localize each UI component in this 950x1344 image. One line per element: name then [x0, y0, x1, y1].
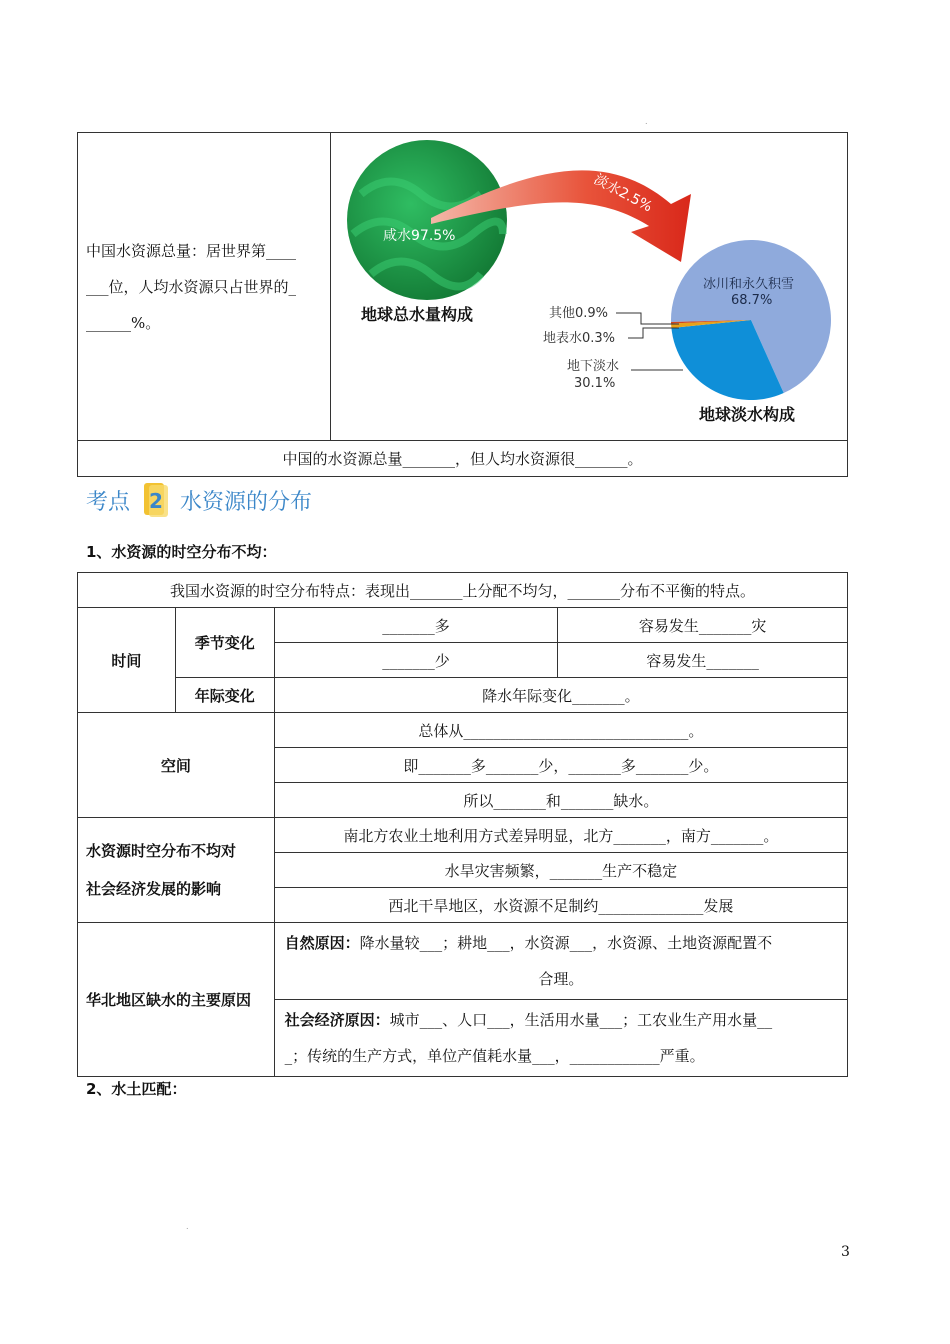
glacier-value: 68.7% — [731, 292, 773, 308]
natural-cause-prefix: 自然原因： — [284, 934, 360, 952]
space-row-2: 即_______多_______少，_______多_______少。 — [274, 748, 847, 783]
overview-summary-row: 中国的水资源总量_______，但人均水资源很_______。 — [78, 441, 848, 477]
space-row-3: 所以_______和_______缺水。 — [274, 783, 847, 818]
glacier-label: 冰川和永久积雪 — [703, 276, 795, 292]
distribution-intro: 我国水资源的时空分布特点：表现出_______上分配不均匀，_______分布不平衡的特点。 — [78, 573, 848, 608]
season-dry-cell: _______少 — [274, 643, 558, 678]
season-drought-cell: 容易发生_______ — [558, 643, 848, 678]
season-wet-cell: _______多 — [274, 608, 558, 643]
fresh-water-arrow-label: 淡水2.5% — [591, 170, 655, 215]
overview-line-3: ______%。 — [86, 313, 161, 332]
natural-cause-text-1: 降水量较___；耕地___，水资源___，水资源、土地资源配置不 — [359, 934, 773, 952]
fresh-water-pie — [671, 240, 831, 400]
overview-table — [77, 132, 848, 477]
surface-label: 地表水0.3% — [543, 330, 616, 346]
section-heading — [86, 479, 312, 521]
impact-label-line-2: 社会经济发展的影响 — [86, 880, 222, 898]
natural-cause-text-2: 合理。 — [538, 970, 584, 988]
impact-row-2: 水旱灾害频繁，_______生产不稳定 — [274, 853, 847, 888]
season-label: 季节变化 — [175, 608, 274, 678]
bottom-mark-dot: . — [186, 1222, 189, 1231]
social-cause-prefix: 社会经济原因： — [284, 1011, 390, 1029]
number-badge-icon — [140, 481, 170, 519]
year-change-cell: 降水年际变化_______。 — [274, 678, 847, 713]
section-2-title: 2、水土匹配： — [86, 1080, 187, 1098]
water-figure-cell — [331, 133, 848, 441]
impact-label-line-1: 水资源时空分布不均对 — [86, 842, 237, 860]
salt-water-label: 咸水97.5% — [383, 227, 456, 244]
social-cause-text-2: _；传统的生产方式，单位产值耗水量___，____________严重。 — [284, 1047, 705, 1065]
impact-row-3: 西北干旱地区，水资源不足制约______________发展 — [274, 888, 847, 923]
time-label: 时间 — [78, 608, 176, 713]
space-row-1: 总体从______________________________。 — [274, 713, 847, 748]
social-cause-text-1: 城市___、人口___，生活用水量___；工农业生产用水量__ — [389, 1011, 773, 1029]
social-cause-cell — [274, 1000, 847, 1077]
north-china-label: 华北地区缺水的主要原因 — [78, 923, 275, 1077]
kaodian-label: 考点 — [86, 489, 131, 515]
impact-label — [78, 818, 275, 923]
page-number: 3 — [841, 1244, 850, 1260]
distribution-table — [77, 572, 848, 1077]
total-water-title: 地球总水量构成 — [361, 304, 474, 324]
ground-water-value: 30.1% — [574, 375, 616, 391]
overview-text-cell — [78, 133, 331, 441]
svg-text:2: 2 — [149, 489, 163, 513]
natural-cause-cell — [274, 923, 847, 1000]
year-label: 年际变化 — [175, 678, 274, 713]
section-title: 水资源的分布 — [180, 489, 313, 515]
season-flood-cell: 容易发生_______灾 — [558, 608, 848, 643]
water-composition-figure — [331, 134, 845, 440]
impact-row-1: 南北方农业土地利用方式差异明显，北方_______，南方_______。 — [274, 818, 847, 853]
fresh-water-title: 地球淡水构成 — [699, 404, 796, 424]
overview-line-2: ___位，人均水资源只占世界的_ — [86, 277, 297, 296]
overview-line-1: 中国水资源总量：居世界第____ — [86, 241, 297, 260]
other-label: 其他0.9% — [549, 305, 609, 321]
ground-water-label: 地下淡水 — [567, 358, 620, 374]
page-mark-dot: . — [645, 117, 648, 126]
space-label: 空间 — [78, 713, 275, 818]
section-1-title: 1、水资源的时空分布不均： — [86, 543, 277, 561]
